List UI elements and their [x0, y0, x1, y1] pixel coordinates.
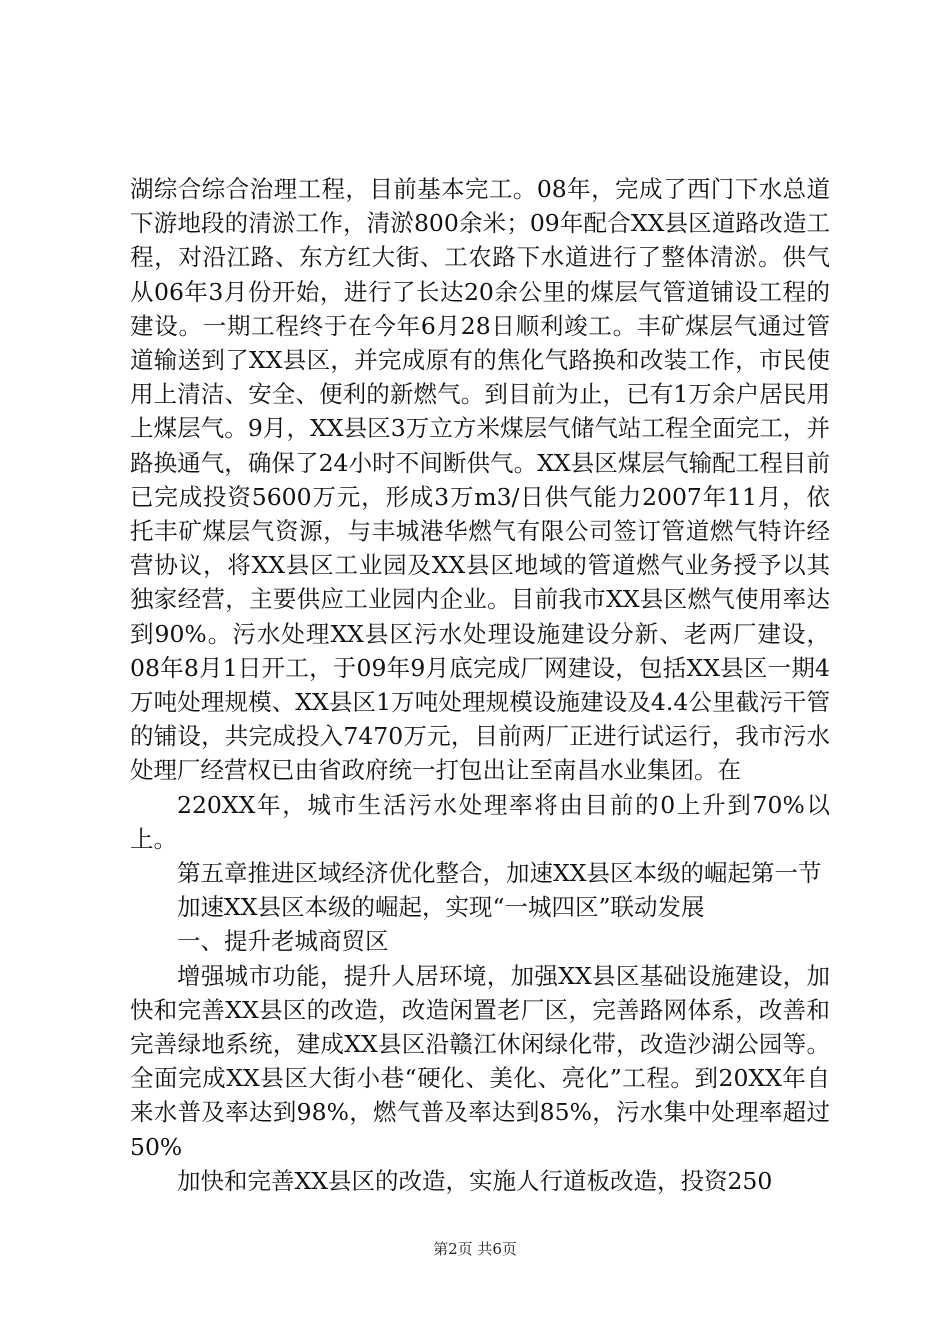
paragraph-infrastructure: 湖综合综合治理工程，目前基本完工。08年，完成了西门下水总道下游地段的清淤工作，清淤800余米；09年配合XX县区道路改造工程，对沿江路、东方红大街、工农路下水道进行了整体清淤。供气从06年3月份开始，进行了长达20余公里的煤层气管道铺设工程的建设。一期工程终于在今年6月28日顺利竣工。丰矿煤层气通过管道输送到了XX县区，并完成原有的焦化气路换和改装工作，市民使用上清洁、安全、便利的新燃气。到目前为止，已有1万余户居民用上煤层气。9月，XX县区3万立方米煤层气储气站工程全面完工，并路换通气，确保了24小时不间断供气。XX县区煤层气输配工程目前已完成投资5600万元，形成3万m3/日供气能力2007年11月，依托丰矿煤层气资源，与丰城港华燃气有限公司签订管道燃气特许经营协议，将XX县区工业园及XX县区地域的管道燃气业务授予以其独家经营，主要供应工业园内企业。目前我市XX县区燃气使用率达到90%。污水处理XX县区污水处理设施建设分新、老两厂建设，08年8月1日开工，于09年9月底完成厂网建设，包括XX县区一期4万吨处理规模、XX县区1万吨处理规模设施建设及4.4公里截污干管的铺设，共完成投入7470万元，目前两厂正进行试运行，我市污水处理厂经营权已由省政府统一打包出让至南昌水业集团。在: [130, 175, 830, 785]
paragraph-city-functions: 增强城市功能，提升人居环境，加强XX县区基础设施建设，加快和完善XX县区的改造，改造闲置老厂区，完善路网体系，改善和完善绿地系统，建成XX县区沿赣江休闲绿化带，改造沙湖公园等。全面完成XX县区大街小巷“硬化、美化、亮化”工程。到20XX年自来水普及率达到98%，燃气普及率达到85%，污水集中处理率超过50%: [130, 961, 830, 1161]
paragraph-renovation: 加快和完善XX县区的改造，实施人行道板改造，投资250: [177, 1166, 773, 1195]
subsection-heading: 一、提升老城商贸区: [177, 927, 389, 956]
chapter-heading: 第五章推进区域经济优化整合，加速XX县区本级的崛起第一节: [177, 859, 822, 888]
paragraph-sewage-target: 220XX年，城市生活污水处理率将由目前的0上升到70%以上。: [130, 790, 830, 853]
document-body: [130, 172, 830, 1198]
section-heading: 加速XX县区本级的崛起，实现“一城四区”联动发展: [177, 893, 705, 922]
page-number: 第2页 共6页: [433, 1240, 517, 1258]
